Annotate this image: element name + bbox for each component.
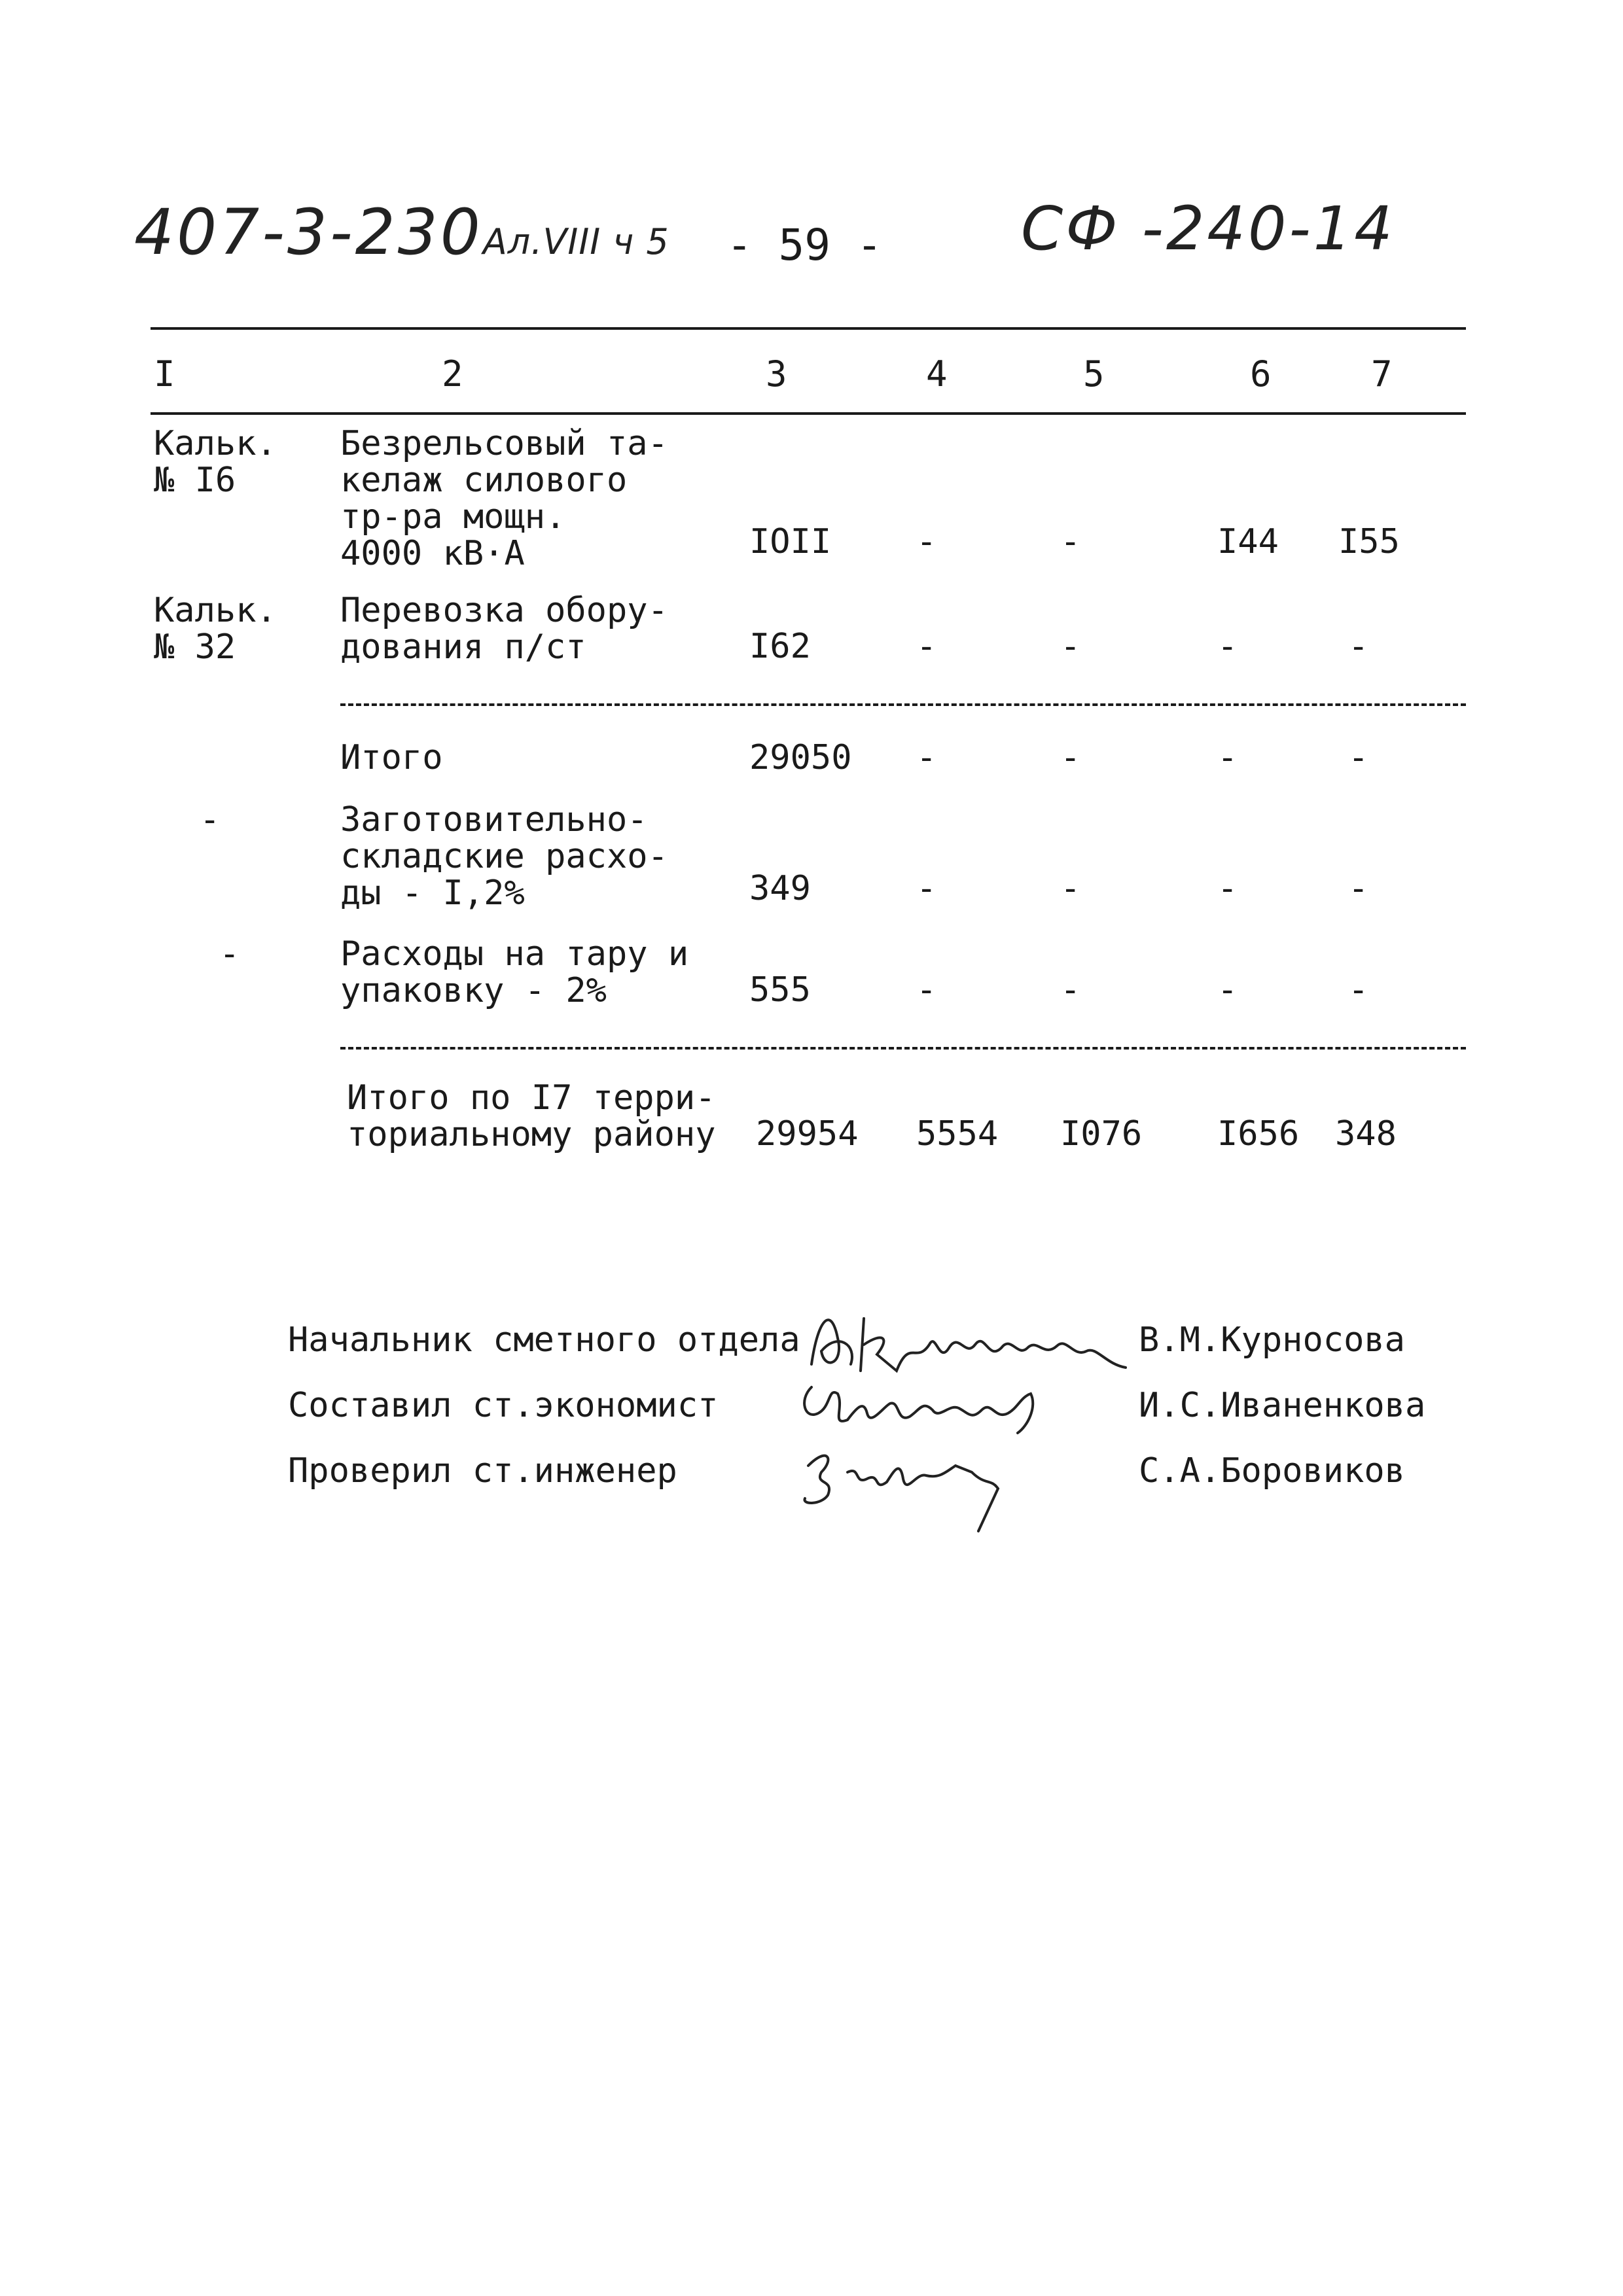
row-6-col5: I076 (1060, 1114, 1143, 1154)
row-4-reference: - (200, 800, 221, 839)
signature-name-1: В.М.Курносова (1139, 1320, 1405, 1360)
row-2-col4: - (916, 627, 937, 666)
row-4-col6: - (1217, 869, 1238, 908)
signature-role-1: Начальник сметного отдела (288, 1320, 800, 1360)
series-code: СФ -240-14 (1021, 194, 1395, 264)
row-2-col5: - (1060, 627, 1081, 666)
row-1-col5: - (1060, 522, 1081, 561)
row-4-col4: - (916, 869, 937, 908)
row-1-col3: IOII (749, 522, 832, 561)
signature-role-3: Проверил ст.инженер (288, 1451, 677, 1491)
row-4-col3: 349 (749, 869, 811, 908)
total-dashed-rule (340, 1047, 1466, 1050)
row-6-col7: 348 (1335, 1114, 1397, 1154)
handwritten-signature-3 (789, 1433, 1037, 1538)
row-1-col4: - (916, 522, 937, 561)
row-1-col6: I44 (1217, 522, 1279, 561)
row-6-description: Итого по I7 терри- ториальному району (347, 1078, 716, 1154)
row-4-col7: - (1348, 869, 1369, 908)
row-2-col7: - (1348, 627, 1369, 666)
signature-name-3: С.А.Боровиков (1139, 1451, 1405, 1491)
column-header-2: 2 (442, 353, 463, 395)
row-5-col4: - (916, 970, 937, 1010)
row-3-description: Итого (340, 738, 443, 777)
signature-role-2: Составил ст.экономист (288, 1386, 719, 1425)
signature-name-2: И.С.Иваненкова (1139, 1386, 1426, 1425)
document-code-suffix: Ал.VIII ч 5 (482, 221, 669, 262)
row-5-col6: - (1217, 970, 1238, 1010)
row-3-col3: 29050 (749, 738, 852, 777)
column-header-6: 6 (1250, 353, 1272, 395)
row-1-col7: I55 (1338, 522, 1400, 561)
row-2-col3: I62 (749, 627, 811, 666)
row-3-col4: - (916, 738, 937, 777)
row-5-reference: - (219, 934, 240, 974)
row-3-col5: - (1060, 738, 1081, 777)
subtotal-dashed-rule (340, 703, 1466, 706)
row-4-col5: - (1060, 869, 1081, 908)
row-1-description: Безрельсовый та- келаж силового тр-ра мощн. 4000 кВ·А (340, 424, 668, 573)
row-2-reference: Кальк. № 32 (154, 591, 277, 667)
row-2-description: Перевозка обору- дования п/ст (340, 591, 668, 667)
row-5-description: Расходы на тару и упаковку - 2% (340, 934, 689, 1010)
column-header-4: 4 (926, 353, 948, 395)
handwritten-signature-2 (792, 1368, 1067, 1439)
document-code-main: 407-3-230 (134, 196, 483, 269)
row-6-col6: I656 (1217, 1114, 1300, 1154)
row-4-description: Заготовительно- складские расхо- ды - I,2% (340, 800, 668, 913)
page-number: - 59 - (726, 220, 883, 270)
document-code (134, 196, 669, 278)
row-5-col7: - (1348, 970, 1369, 1010)
row-3-col7: - (1348, 738, 1369, 777)
row-6-col4: 5554 (916, 1114, 999, 1154)
column-header-3: 3 (766, 353, 787, 395)
row-1-reference: Кальк. № I6 (154, 424, 277, 500)
row-2-col6: - (1217, 627, 1238, 666)
table-top-rule (151, 327, 1466, 330)
row-3-col6: - (1217, 738, 1238, 777)
row-5-col5: - (1060, 970, 1081, 1010)
header-bottom-rule (151, 412, 1466, 415)
column-header-5: 5 (1083, 353, 1105, 395)
row-6-col3: 29954 (756, 1114, 859, 1154)
row-5-col3: 555 (749, 970, 811, 1010)
column-header-7: 7 (1371, 353, 1393, 395)
column-header-1: I (154, 353, 175, 395)
